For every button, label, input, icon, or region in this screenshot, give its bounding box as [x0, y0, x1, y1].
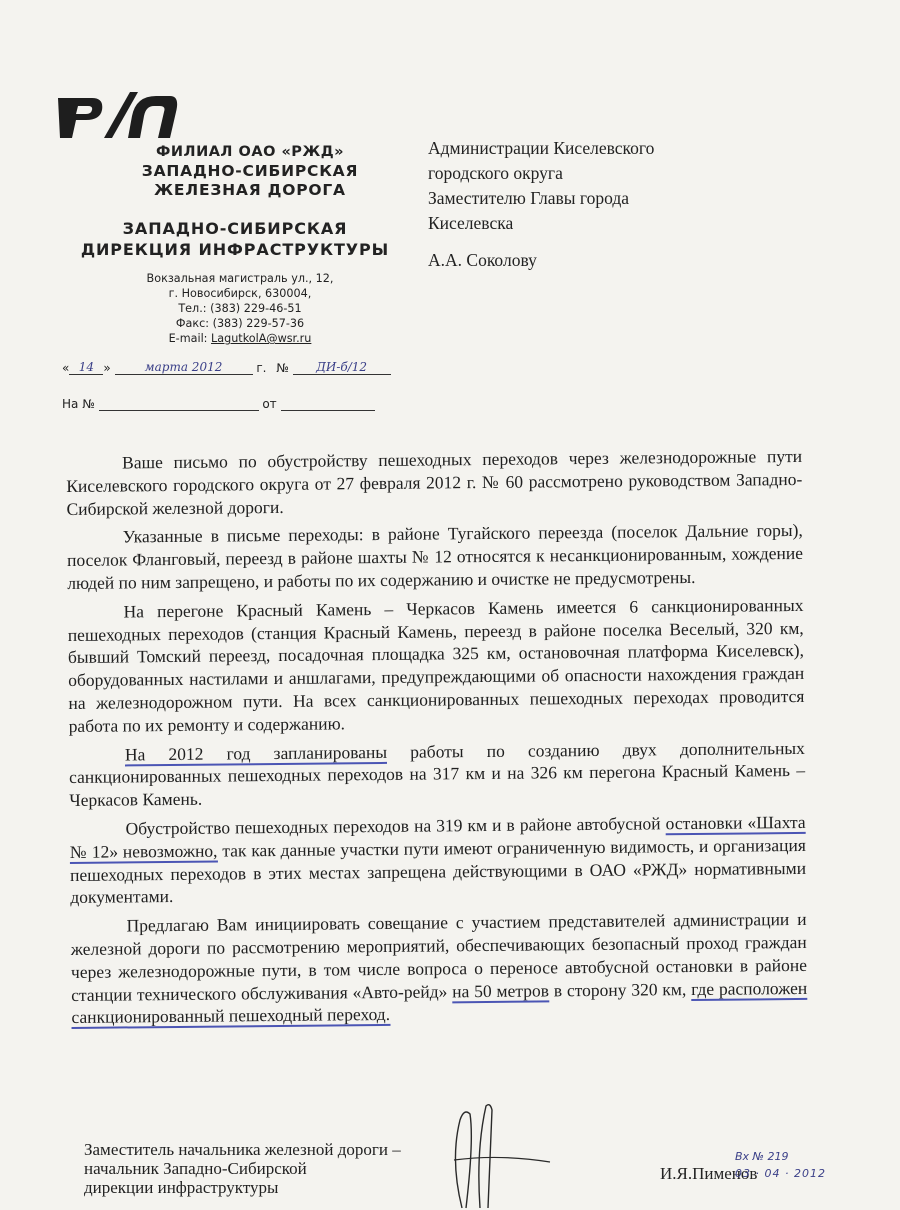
org-line3: ЖЕЛЕЗНАЯ ДОРОГА	[154, 181, 346, 199]
signatory-name: И.Я.Пименов	[660, 1164, 758, 1183]
paragraph-5-text: так как данные участки пути имеют ограниченную видимость, и организация пешеходных переходов в этих местах запрещена действующими в ОАО «РЖД» нормативными документами.	[69, 834, 807, 908]
date-day: 14	[69, 360, 103, 375]
recipient-line1: Администрации Киселевского	[428, 138, 655, 158]
on-number-label: На №	[62, 397, 95, 411]
recipient-line3: Заместителю Главы города	[428, 188, 630, 208]
number-value: ДИ-б/12	[293, 360, 391, 375]
department-header	[70, 218, 400, 260]
registration-stamp	[735, 1150, 845, 1180]
on-number-blank	[99, 398, 259, 411]
paragraph-4-highlight: На 2012 год запланированы	[124, 741, 388, 765]
email-line	[110, 331, 370, 346]
stamp-line1: Вх № 219	[735, 1150, 789, 1163]
email-label: E-mail:	[168, 332, 208, 345]
signature-line2: начальник Западно-Сибирской	[84, 1159, 307, 1178]
signature-line1: Заместитель начальника железной дороги –	[84, 1140, 401, 1159]
recipient-block	[428, 136, 808, 273]
paragraph-6-highlight-1: на 50 метров	[452, 979, 550, 1001]
date-close-quote: »	[103, 361, 111, 375]
address-block	[110, 271, 370, 346]
org-line1: ФИЛИАЛ ОАО «РЖД»	[156, 144, 344, 160]
paragraph-4-text: работы по созданию двух дополнительных санкционированных пешеходных переходов на 317 км и на 326 км перегона Красный Камень – Черкасов Камень.	[69, 737, 806, 811]
address-line2: г. Новосибирск, 630004,	[168, 287, 312, 300]
paragraph-4	[69, 736, 806, 811]
dept-line2: ДИРЕКЦИЯ ИНФРАСТРУКТУРЫ	[80, 240, 390, 259]
address-line1: Вокзальная магистраль ул., 12,	[146, 272, 334, 285]
date-open-quote: «	[62, 361, 70, 375]
from-blank	[281, 398, 375, 411]
stamp-line2: 03 · 04 · 2012	[735, 1167, 826, 1180]
signature-line3: дирекции инфраструктуры	[84, 1178, 279, 1197]
outgoing-reference	[62, 360, 402, 375]
year-suffix: г.	[256, 361, 267, 375]
paragraph-5-start: Обустройство пешеходных переходов на 319 км и в районе автобусной	[125, 813, 666, 839]
org-line2: ЗАПАДНО-СИБИРСКАЯ	[141, 162, 359, 180]
paragraph-6-mid: в сторону 320 км,	[548, 978, 692, 1000]
recipient-name: А.А. Соколову	[428, 250, 537, 270]
recipient-line2: городского округа	[428, 163, 563, 183]
letter-body	[66, 445, 808, 1035]
rzd-logo	[52, 86, 180, 142]
paragraph-6-highlight-2: где расположен санкционированный пешеходный переход.	[71, 977, 808, 1028]
recipient-line4: Киселевска	[428, 213, 514, 233]
phone: Тел.: (383) 229-46-51	[178, 302, 302, 315]
paragraph-6-start: Предлагаю Вам инициировать совещание с участием представителей администрации и железной дороги по рассмотрению мероприятий, обеспечивающих безопасный проход граждан через железнодорожные пути, в том числе вопроса о переносе автобусной остановки в районе станции технического обслуживания «Авто-рейд»	[70, 909, 808, 1005]
paragraph-5	[70, 811, 807, 909]
paragraph-2: Указанные в письме переходы: в районе Тугайского переезда (поселок Дальние горы), поселок Фланговый, переезд в районе шахты № 12 относятся к несанкционированным, хождение людей по ним запрещено, и работы по их содержанию и очистке не предусмотрены.	[66, 520, 804, 593]
from-label: от	[262, 397, 277, 411]
paragraph-1: Ваше письмо по обустройству пешеходных переходов через железнодорожные пути Киселевского городского округа от 27 февраля 2012 г. № 60 рассмотрено руководством Западно-Сибирской железной дороги.	[66, 445, 803, 519]
email-address[interactable]: LagutkolA@wsr.ru	[211, 332, 312, 345]
fax: Факс: (383) 229-57-36	[175, 317, 305, 330]
date-month-year: марта 2012	[115, 360, 253, 375]
paragraph-5-highlight: остановки «Шахта № 12» невозможно,	[69, 811, 806, 862]
dept-line1: ЗАПАДНО-СИБИРСКАЯ	[122, 219, 348, 238]
organization-header	[100, 143, 400, 200]
paragraph-3: На перегоне Красный Камень – Черкасов Камень имеется 6 санкционированных пешеходных переходов (станция Красный Камень, переезд в районе поселка Веселый, 320 км, бывший Томский переезд, посадочная площадка 325 км, остановочная платформа Киселевск), оборудованных настилами и аншлагами, предупреждающими об опасности нахождения граждан на железнодорожном пути. На всех санкционированных пешеходных переходах проводится работа по их ремонту и содержанию.	[67, 594, 805, 736]
handwritten-signature	[440, 1100, 560, 1210]
number-label: №	[276, 361, 289, 375]
paragraph-6	[70, 908, 807, 1029]
incoming-reference	[62, 397, 402, 411]
